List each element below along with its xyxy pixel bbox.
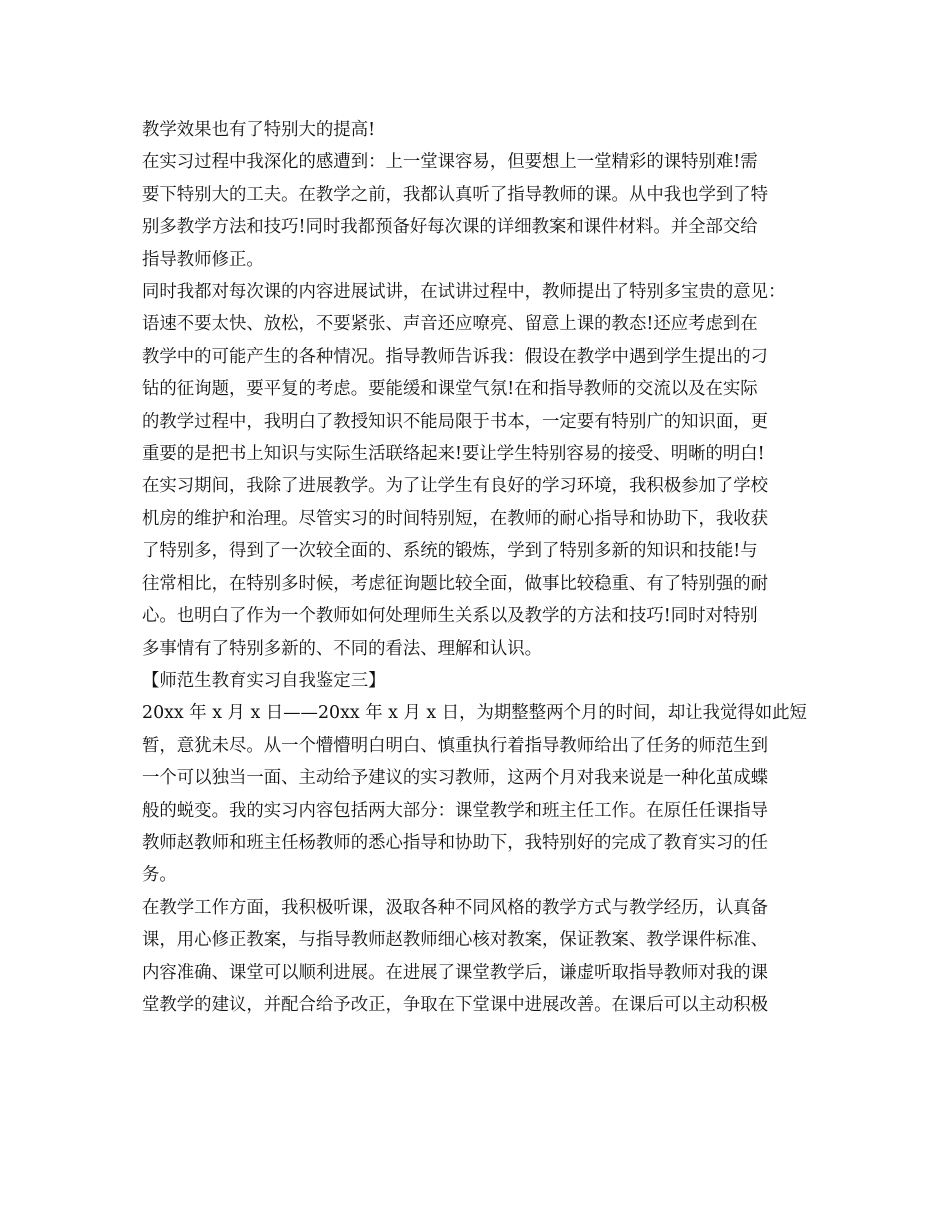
text-line: 多事情有了特别多新的、不同的看法、理解和认识。 bbox=[142, 638, 542, 659]
text-line: 机房的维护和治理。尽管实习的时间特别短，在教师的耐心指导和协助下，我收获 bbox=[142, 508, 769, 529]
text-line: 教学效果也有了特别大的提高! bbox=[142, 120, 376, 140]
text-line: 一个可以独当一面、主动给予建议的实习教师，这两个月对我来说是一种化茧成蝶 bbox=[142, 768, 769, 789]
text-line: 了特别多，得到了一次较全面的、系统的锻炼，学到了特别多新的知识和技能!与 bbox=[142, 541, 758, 562]
text-line: 在实习过程中我深化的感遭到：上一堂课容易，但要想上一堂精彩的课特别难!需 bbox=[142, 152, 758, 173]
text-line: 课，用心修正教案，与指导教师赵教师细心核对教案，保证教案、教学课件标准、 bbox=[142, 930, 769, 951]
text-line: 别多教学方法和技巧!同时我都预备好每次课的详细教案和课件材料。并全部交给 bbox=[142, 217, 758, 238]
text-line: 心。也明白了作为一个教师如何处理师生关系以及教学的方法和技巧!同时对特别 bbox=[142, 606, 758, 627]
text-line: 的教学过程中，我明白了教授知识不能局限于书本，一定要有特别广的知识面，更 bbox=[142, 411, 769, 432]
text-line: 往常相比，在特别多时候，考虑征询题比较全面，做事比较稳重、有了特别强的耐 bbox=[142, 573, 769, 594]
text-line: 在教学工作方面，我积极听课，汲取各种不同风格的教学方式与教学经历，认真备 bbox=[142, 897, 769, 918]
text-line: 钻的征询题，要平复的考虑。要能缓和课堂气氛!在和指导教师的交流以及在实际 bbox=[142, 379, 758, 400]
section-heading: 【师范生教育实习自我鉴定三】 bbox=[142, 670, 386, 691]
text-line: 暂，意犹未尽。从一个懵懵明白明白、慎重执行着指导教师给出了任务的师范生到 bbox=[142, 735, 769, 756]
text-line: 要下特别大的工夫。在教学之前，我都认真听了指导教师的课。从中我也学到了特 bbox=[142, 184, 769, 205]
text-line: 20xx 年 x 月 x 日——20xx 年 x 月 x 日，为期整整两个月的时间，却让我觉得如此短 bbox=[142, 703, 807, 724]
text-line: 教师赵教师和班主任杨教师的悉心指导和协助下，我特别好的完成了教育实习的任 bbox=[142, 832, 769, 853]
text-line: 务。 bbox=[142, 865, 177, 886]
text-line: 般的蜕变。我的实习内容包括两大部分：课堂教学和班主任工作。在原任任课指导 bbox=[142, 800, 769, 821]
text-line: 重要的是把书上知识与实际生活联络起来!要让学生特别容易的接受、明晰的明白! bbox=[142, 444, 765, 465]
text-line: 教学中的可能产生的各种情况。指导教师告诉我：假设在教学中遇到学生提出的刁 bbox=[142, 346, 769, 367]
text-line: 指导教师修正。 bbox=[142, 249, 264, 270]
text-line: 同时我都对每次课的内容进展试讲，在试讲过程中，教师提出了特别多宝贵的意见： bbox=[142, 282, 786, 303]
text-line: 内容准确、课堂可以顺利进展。在进展了课堂教学后，谦虚听取指导教师对我的课 bbox=[142, 962, 769, 983]
text-line: 语速不要太快、放松，不要紧张、声音还应嘹亮、留意上课的教态!还应考虑到在 bbox=[142, 314, 758, 335]
text-line: 堂教学的建议，并配合给予改正，争取在下堂课中进展改善。在课后可以主动积极 bbox=[142, 994, 769, 1015]
text-line: 在实习期间，我除了进展教学。为了让学生有良好的学习环境，我积极参加了学校 bbox=[142, 476, 769, 497]
document-body bbox=[142, 114, 822, 1021]
